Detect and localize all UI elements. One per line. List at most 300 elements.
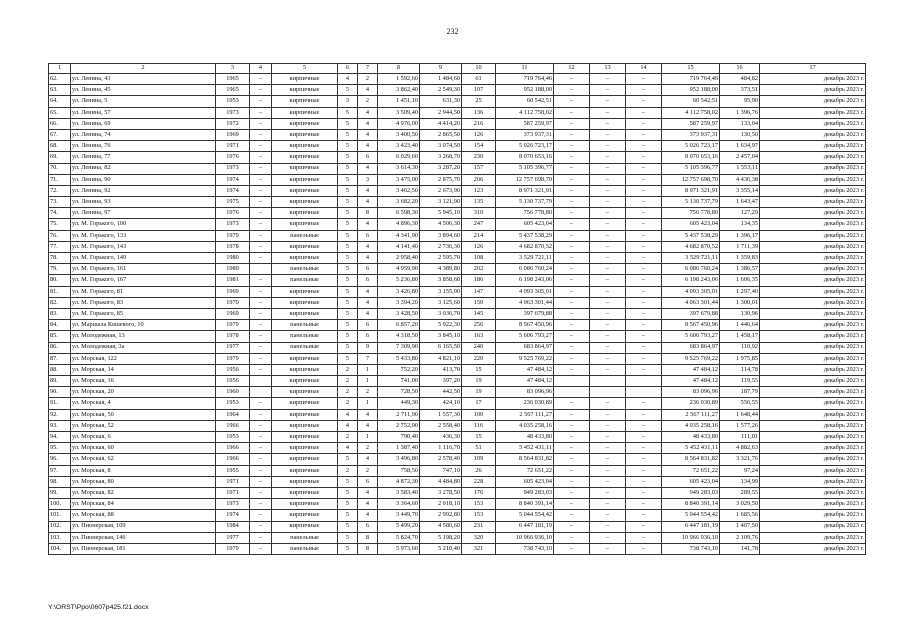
table-cell: 6 <box>358 230 378 241</box>
table-cell: декабрь 2023 г. <box>760 487 866 498</box>
table-cell: 5 210,40 <box>420 543 462 554</box>
table-cell: 1 300,01 <box>720 297 760 308</box>
table-cell: ул. Морская, 8 <box>71 465 216 476</box>
table-cell: – <box>590 409 626 420</box>
table-cell: – <box>250 253 272 264</box>
table-cell: 1 711,39 <box>720 241 760 252</box>
table-cell: – <box>626 241 662 252</box>
table-cell: – <box>626 208 662 219</box>
table-cell: – <box>554 241 590 252</box>
table-cell: – <box>250 74 272 85</box>
table-cell: ул. Ленина, 57 <box>71 107 216 118</box>
table-cell: 130,96 <box>720 308 760 319</box>
table-cell: 236 030,89 <box>496 398 554 409</box>
table-cell: 756 778,80 <box>496 208 554 219</box>
table-cell: 47 484,12 <box>496 364 554 375</box>
table-cell: 3 <box>358 174 378 185</box>
table-cell: – <box>626 342 662 353</box>
table-cell: декабрь 2023 г. <box>760 543 866 554</box>
table-cell: 74. <box>49 208 71 219</box>
table-cell: 1979 <box>216 230 250 241</box>
table-cell: 5 <box>338 230 358 241</box>
table-cell: 5 <box>338 208 358 219</box>
table-cell: декабрь 2023 г. <box>760 364 866 375</box>
table-cell: – <box>250 297 272 308</box>
table-cell: 1964 <box>216 409 250 420</box>
table-cell: 6 <box>358 331 378 342</box>
table-cell: ул. М. Горького, 83 <box>71 297 216 308</box>
table-cell: ул. М. Горького, 161 <box>71 264 216 275</box>
table-cell: 3 614,30 <box>378 163 420 174</box>
table-cell: 108 <box>462 253 496 264</box>
table-cell: – <box>554 152 590 163</box>
table-cell: декабрь 2023 г. <box>760 499 866 510</box>
table-cell: 154 <box>462 141 496 152</box>
table-cell: 1 451,10 <box>378 96 420 107</box>
table-cell: декабрь 2023 г. <box>760 141 866 152</box>
table-cell: кирпичные <box>272 308 338 319</box>
table-cell: ул. Пионерская, 181 <box>71 543 216 554</box>
table-cell: 88. <box>49 364 71 375</box>
table-cell: ул. Морская, 84 <box>71 499 216 510</box>
table-cell: 3 496,80 <box>378 454 420 465</box>
table-cell: 2 <box>338 364 358 375</box>
table-cell: ул. Ленина, 93 <box>71 197 216 208</box>
table-cell: – <box>590 454 626 465</box>
table-cell: ул. Ленина, 77 <box>71 152 216 163</box>
table-cell: 5 <box>338 543 358 554</box>
table-cell: ул. Морская, 52 <box>71 420 216 431</box>
table-cell: декабрь 2023 г. <box>760 521 866 532</box>
table-cell: 68. <box>49 141 71 152</box>
table-cell: панельные <box>272 342 338 353</box>
column-header: 14 <box>626 64 662 74</box>
table-cell: – <box>590 107 626 118</box>
table-cell: ул. Ленина, 43 <box>71 74 216 85</box>
table-cell: – <box>250 286 272 297</box>
table-cell: 3 355,14 <box>720 185 760 196</box>
table-cell: – <box>626 476 662 487</box>
table-cell: – <box>626 308 662 319</box>
table-cell: – <box>590 331 626 342</box>
table-cell: 1980 <box>216 253 250 264</box>
table-cell: кирпичные <box>272 353 338 364</box>
table-row <box>49 320 866 331</box>
table-cell: 1 458,17 <box>720 331 760 342</box>
table-cell: – <box>250 465 272 476</box>
table-cell: кирпичные <box>272 510 338 521</box>
table-cell: 256 <box>462 320 496 331</box>
table-cell: – <box>250 320 272 331</box>
table-cell: 76. <box>49 230 71 241</box>
table-cell: 1 643,47 <box>720 197 760 208</box>
table-cell: 47 484,12 <box>496 376 554 387</box>
table-cell: 1966 <box>216 454 250 465</box>
table-cell: – <box>554 398 590 409</box>
table-cell: 1969 <box>216 286 250 297</box>
table-cell: декабрь 2023 г. <box>760 152 866 163</box>
table-cell: 4 821,10 <box>420 353 462 364</box>
table-cell: – <box>554 230 590 241</box>
table-cell: – <box>590 174 626 185</box>
table-cell: – <box>626 353 662 364</box>
table-cell: 3 428,50 <box>378 308 420 319</box>
table-cell: 8 971 321,91 <box>496 185 554 196</box>
table-cell: – <box>626 141 662 152</box>
table-cell: 719 764,46 <box>662 74 720 85</box>
table-cell: 66. <box>49 118 71 129</box>
table-row <box>49 107 866 118</box>
table-cell: 4 872,30 <box>378 476 420 487</box>
table-cell: 631,30 <box>420 96 462 107</box>
table-cell: 1 359,83 <box>720 253 760 264</box>
table-cell: – <box>626 510 662 521</box>
table-cell: – <box>626 253 662 264</box>
table-cell: 4 318,50 <box>378 331 420 342</box>
table-cell: 90. <box>49 387 71 398</box>
table-cell: – <box>250 331 272 342</box>
table-cell: 1 116,70 <box>420 443 462 454</box>
table-cell: 8 971 321,91 <box>662 185 720 196</box>
table-cell: 4 093 305,01 <box>496 286 554 297</box>
table-cell: 3 509,40 <box>378 107 420 118</box>
table-cell: – <box>590 197 626 208</box>
table-cell: – <box>590 364 626 375</box>
table-cell: 6 <box>358 320 378 331</box>
table-cell: 3 894,60 <box>420 230 462 241</box>
table-cell: ул. М. Горького, 143 <box>71 241 216 252</box>
table-cell: декабрь 2023 г. <box>760 118 866 129</box>
table-cell: 587 259,97 <box>662 118 720 129</box>
column-header: 13 <box>590 64 626 74</box>
table-cell: 1 387,40 <box>378 443 420 454</box>
table-cell: 127,29 <box>720 208 760 219</box>
table-cell: 5 <box>338 197 358 208</box>
table-cell: – <box>250 521 272 532</box>
table-cell: кирпичные <box>272 141 338 152</box>
table-cell: – <box>554 420 590 431</box>
table-cell: 3 529 721,11 <box>662 253 720 264</box>
table-cell: – <box>250 152 272 163</box>
table-cell: – <box>590 118 626 129</box>
table-cell: 2 578,40 <box>420 454 462 465</box>
table-cell: 82. <box>49 297 71 308</box>
table-cell: 2 944,50 <box>420 107 462 118</box>
table-cell: кирпичные <box>272 297 338 308</box>
table-cell: 2 711,90 <box>378 409 420 420</box>
table-cell: ул. Морская, 60 <box>71 443 216 454</box>
column-header: 7 <box>358 64 378 74</box>
table-cell: 4 112 758,02 <box>496 107 554 118</box>
table-cell: 48 433,80 <box>662 432 720 443</box>
table-cell: 3 400,50 <box>378 129 420 140</box>
table-cell: 4 959,90 <box>378 264 420 275</box>
table-cell: – <box>590 342 626 353</box>
table-row <box>49 521 866 532</box>
table-cell: – <box>554 107 590 118</box>
table-cell: – <box>250 85 272 96</box>
table-cell: ул. Ленина, 74 <box>71 129 216 140</box>
table-cell: 4 035 258,16 <box>662 420 720 431</box>
table-row <box>49 174 866 185</box>
table-cell: 236 030,89 <box>662 398 720 409</box>
table-cell: кирпичные <box>272 499 338 510</box>
table-cell: 6 857,20 <box>378 320 420 331</box>
column-header: 3 <box>216 64 250 74</box>
table-cell: панельные <box>272 230 338 241</box>
table-cell: – <box>626 129 662 140</box>
table-cell: 5 <box>338 331 358 342</box>
table-cell: 2 752,90 <box>378 420 420 431</box>
table-cell: 4 580,60 <box>420 521 462 532</box>
table-cell: 97. <box>49 465 71 476</box>
table-cell: – <box>250 532 272 543</box>
column-header: 17 <box>760 64 866 74</box>
table-cell: – <box>626 107 662 118</box>
table-cell: – <box>590 543 626 554</box>
table-cell: 10 966 936,10 <box>662 532 720 543</box>
table-cell: 5 044 554,42 <box>662 510 720 521</box>
table-cell: 5 <box>338 85 358 96</box>
table-cell: 1953 <box>216 96 250 107</box>
table-cell: 3 121,90 <box>420 197 462 208</box>
table-cell: 1976 <box>216 152 250 163</box>
table-cell: 4 <box>358 185 378 196</box>
table-cell: – <box>626 443 662 454</box>
table-cell: 5 973,60 <box>378 543 420 554</box>
table-cell: – <box>590 129 626 140</box>
table-cell: 1956 <box>216 376 250 387</box>
table-cell: – <box>590 499 626 510</box>
table-cell: 17 <box>462 398 496 409</box>
table-cell: 2 <box>358 465 378 476</box>
table-row <box>49 443 866 454</box>
table-cell: – <box>554 364 590 375</box>
table-cell: 147 <box>462 286 496 297</box>
table-cell: кирпичные <box>272 241 338 252</box>
table-cell: – <box>250 409 272 420</box>
table-cell: декабрь 2023 г. <box>760 107 866 118</box>
table-cell: 2 <box>338 432 358 443</box>
table-cell: 3 278,50 <box>420 487 462 498</box>
table-cell: 141,78 <box>720 543 760 554</box>
table-cell: ул. Молодежная, 13 <box>71 331 216 342</box>
table-cell: 2 <box>358 443 378 454</box>
table-cell: 25 <box>462 96 496 107</box>
table-cell: 91. <box>49 398 71 409</box>
table-cell: – <box>626 286 662 297</box>
column-header: 16 <box>720 64 760 74</box>
table-cell: 2 109,76 <box>720 532 760 543</box>
table-cell: – <box>626 74 662 85</box>
table-cell: 2 558,40 <box>420 420 462 431</box>
table-cell: 5 <box>338 320 358 331</box>
table-cell: 1966 <box>216 420 250 431</box>
table-cell: – <box>590 185 626 196</box>
table-cell: – <box>590 420 626 431</box>
table-cell: 3 287,20 <box>420 163 462 174</box>
table-body <box>49 74 866 555</box>
table-cell: 3 029,50 <box>720 499 760 510</box>
table-cell: 2 567 111,27 <box>662 409 720 420</box>
table-cell: ул. Маршала Кошевого, 10 <box>71 320 216 331</box>
table-cell: 3 423,40 <box>378 141 420 152</box>
table-cell: 1973 <box>216 107 250 118</box>
table-cell: 123 <box>462 185 496 196</box>
table-cell: – <box>626 264 662 275</box>
table-cell: 6 <box>358 152 378 163</box>
table-cell: – <box>590 253 626 264</box>
table-cell: – <box>626 543 662 554</box>
table-cell: 216 <box>462 118 496 129</box>
table-cell: 4 <box>358 409 378 420</box>
table-cell: 1 <box>358 364 378 375</box>
table-cell: – <box>590 432 626 443</box>
table-cell: – <box>554 342 590 353</box>
table-cell: 5 026 723,17 <box>662 141 720 152</box>
table-cell: 2 992,80 <box>420 510 462 521</box>
table-cell: ул. Молодежная, 3а <box>71 342 216 353</box>
table-cell: 12 757 698,70 <box>496 174 554 185</box>
table-cell: 60 542,51 <box>662 96 720 107</box>
table-cell: – <box>554 543 590 554</box>
table-row <box>49 398 866 409</box>
column-header: 10 <box>462 64 496 74</box>
table-cell: 5 606 793,27 <box>496 331 554 342</box>
table-row <box>49 543 866 554</box>
table-cell: 119,55 <box>720 376 760 387</box>
table-cell: 6 086 760,24 <box>662 264 720 275</box>
table-cell: 5 <box>338 286 358 297</box>
table-cell: кирпичные <box>272 208 338 219</box>
table-cell: 3 321,76 <box>720 454 760 465</box>
table-cell: – <box>626 521 662 532</box>
table-cell: 2 <box>358 74 378 85</box>
table-cell: 4 682 870,52 <box>662 241 720 252</box>
table-cell: 5 130 737,79 <box>662 197 720 208</box>
table-cell: – <box>250 174 272 185</box>
table-row <box>49 185 866 196</box>
table-cell: 605 423,04 <box>496 219 554 230</box>
table-cell: 7 309,90 <box>378 342 420 353</box>
table-cell: 8 840 391,14 <box>496 499 554 510</box>
table-cell: 5 <box>338 308 358 319</box>
table-cell: – <box>626 320 662 331</box>
table-cell: 19 <box>462 387 496 398</box>
table-cell: кирпичные <box>272 487 338 498</box>
table-cell: ул. Морская, 82 <box>71 487 216 498</box>
table-cell: – <box>554 286 590 297</box>
table-cell: 1 386,57 <box>720 264 760 275</box>
table-cell: 2 673,90 <box>420 185 462 196</box>
table-cell: – <box>626 420 662 431</box>
table-cell: ул. Морская, 80 <box>71 476 216 487</box>
table-cell: 556,55 <box>720 398 760 409</box>
table-cell: ул. М. Горького, 149 <box>71 253 216 264</box>
table-cell: 5 <box>338 275 358 286</box>
table-cell: – <box>590 443 626 454</box>
column-header: 4 <box>250 64 272 74</box>
table-cell: декабрь 2023 г. <box>760 409 866 420</box>
table-cell: 202 <box>462 264 496 275</box>
table-cell: 4 <box>358 241 378 252</box>
table-cell: 72 651,22 <box>662 465 720 476</box>
table-cell: 6 165,50 <box>420 342 462 353</box>
table-cell: – <box>626 118 662 129</box>
table-cell: 153 <box>462 499 496 510</box>
table-row <box>49 532 866 543</box>
table-cell: – <box>626 532 662 543</box>
table-cell: – <box>626 331 662 342</box>
table-cell: кирпичные <box>272 409 338 420</box>
table-cell: 1 446,64 <box>720 320 760 331</box>
table-cell: 321 <box>462 543 496 554</box>
table-cell: – <box>626 174 662 185</box>
table-cell: 15 <box>462 364 496 375</box>
table-cell: ул. Морская, 62 <box>71 454 216 465</box>
table-cell: 1955 <box>216 465 250 476</box>
table-cell: – <box>554 85 590 96</box>
table-cell: 1 685,56 <box>720 510 760 521</box>
table-cell: 3 583,40 <box>378 487 420 498</box>
table-cell: 4 <box>358 163 378 174</box>
table-cell: 65. <box>49 107 71 118</box>
table-cell: 5 <box>338 152 358 163</box>
table-cell: 3 364,60 <box>378 499 420 510</box>
table-cell: 5 <box>338 342 358 353</box>
table-cell: ул. Ленина, 90 <box>71 174 216 185</box>
table-cell: – <box>554 476 590 487</box>
table-row <box>49 353 866 364</box>
table-cell: 756 778,80 <box>662 208 720 219</box>
table-cell: 3 858,60 <box>420 275 462 286</box>
table-cell: панельные <box>272 275 338 286</box>
table-row <box>49 275 866 286</box>
table-cell: 4 <box>358 510 378 521</box>
table-cell: – <box>250 308 272 319</box>
table-cell: 5 606 793,27 <box>662 331 720 342</box>
table-cell: 3 449,70 <box>378 510 420 521</box>
table-cell: декабрь 2023 г. <box>760 465 866 476</box>
table-cell: – <box>554 532 590 543</box>
table-cell: 3 268,70 <box>420 152 462 163</box>
table-cell: 8 <box>358 208 378 219</box>
table-cell: – <box>590 398 626 409</box>
table-cell: 100 <box>462 409 496 420</box>
table-cell: кирпичные <box>272 521 338 532</box>
table-cell: 949 283,03 <box>496 487 554 498</box>
table-cell: 2 <box>358 387 378 398</box>
table-row <box>49 376 866 387</box>
table-cell: 1 484,60 <box>420 74 462 85</box>
table-cell: ул. Морская, 88 <box>71 510 216 521</box>
table-cell: 1 396,17 <box>720 230 760 241</box>
table-cell: 4 882,63 <box>720 443 760 454</box>
table-cell: 231 <box>462 521 496 532</box>
table-cell: 220 <box>462 353 496 364</box>
table-row <box>49 331 866 342</box>
table-cell: декабрь 2023 г. <box>760 420 866 431</box>
table-cell: 738 743,10 <box>496 543 554 554</box>
table-cell: – <box>590 487 626 498</box>
table-cell: кирпичные <box>272 387 338 398</box>
table-cell: 5 <box>338 532 358 543</box>
table-cell: 8 070 653,16 <box>496 152 554 163</box>
table-cell: 94. <box>49 432 71 443</box>
table-row <box>49 465 866 476</box>
table-cell: кирпичные <box>272 376 338 387</box>
table-row <box>49 297 866 308</box>
